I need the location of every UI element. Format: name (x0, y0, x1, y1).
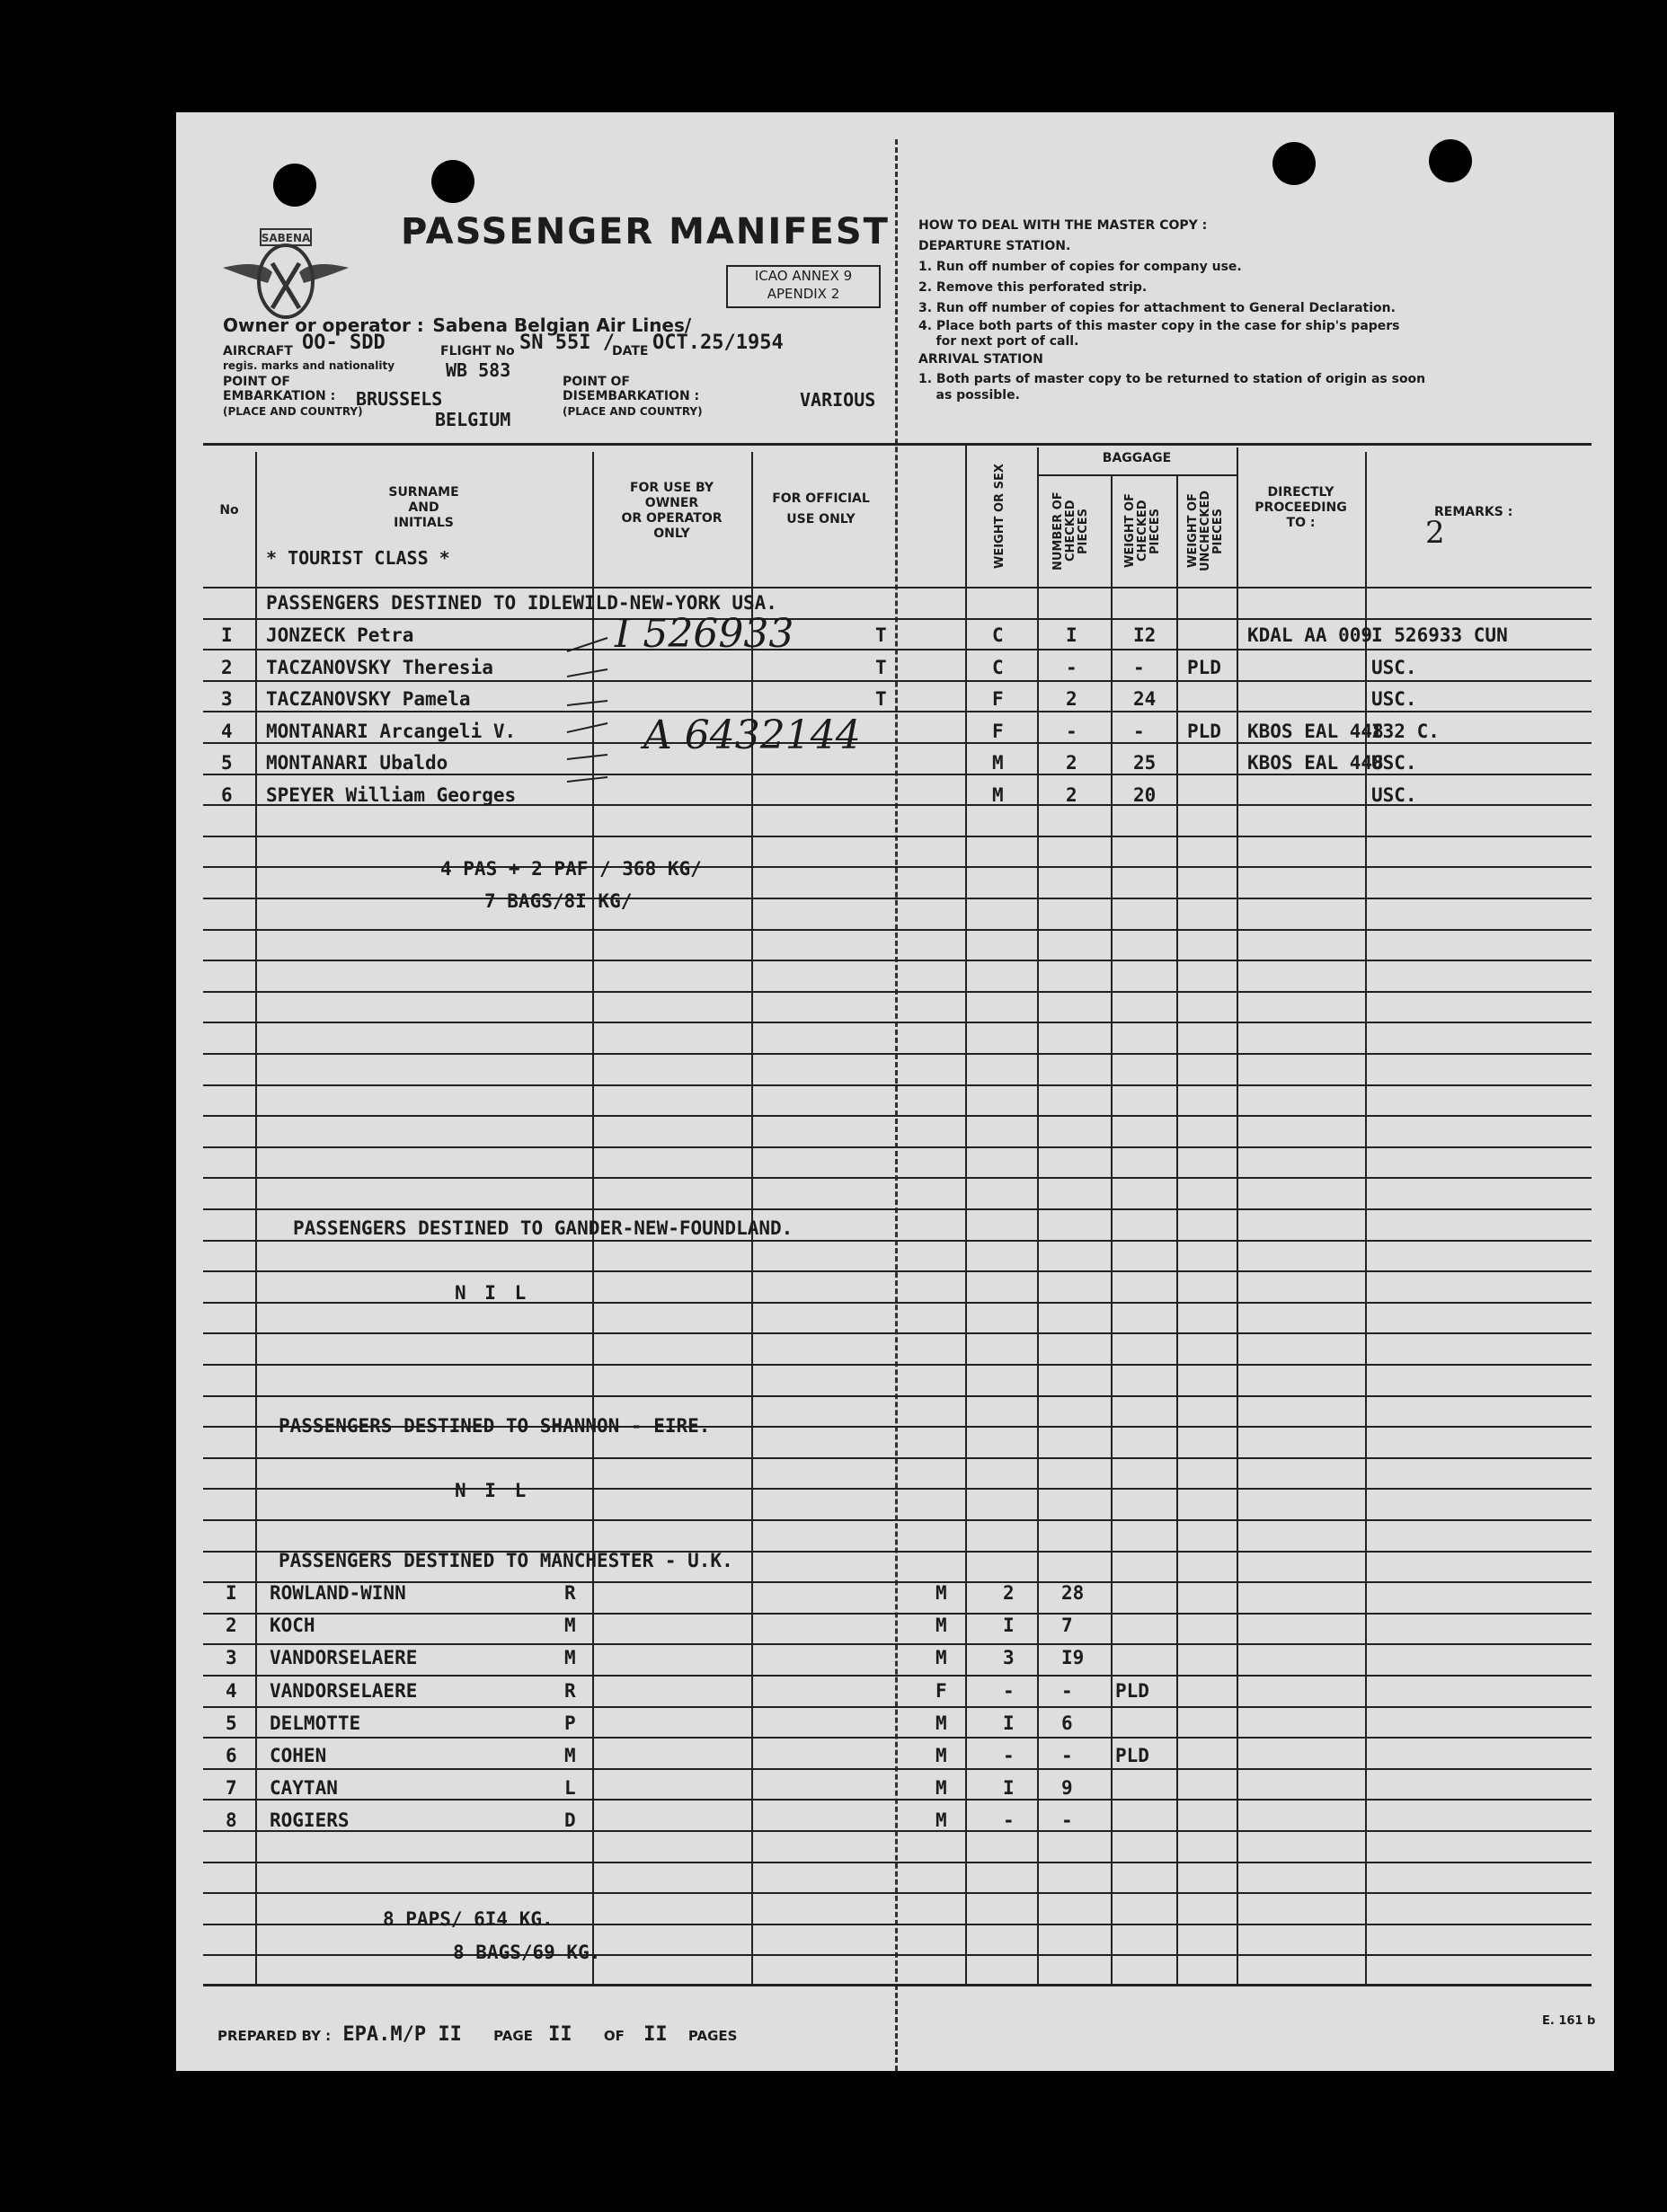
punch-hole (273, 164, 316, 207)
instruction-line: DEPARTURE STATION. (918, 239, 1071, 253)
pages-label: PAGES (687, 2028, 738, 2044)
checked-pieces: 2 (1066, 783, 1077, 806)
passenger-name: MONTANARI Ubaldo (266, 752, 448, 774)
row-rule (203, 1799, 1592, 1801)
flight-value-alt: WB 583 (446, 359, 511, 381)
checked-weight: - (1061, 1745, 1073, 1766)
row-number: 2 (221, 656, 233, 678)
nil-label: N I L (455, 1282, 530, 1304)
embarkation-sublabel: (PLACE AND COUNTRY) (223, 405, 363, 418)
unchecked-weight: PLD (1115, 1745, 1149, 1766)
instruction-line: HOW TO DEAL WITH THE MASTER COPY : (918, 218, 1208, 233)
checked-pieces: - (1003, 1745, 1015, 1766)
disembarkation-value: VARIOUS (800, 389, 876, 411)
unchecked-weight: PLD (1187, 720, 1221, 742)
checked-weight: 9 (1061, 1777, 1073, 1800)
row-rule (203, 1208, 1592, 1210)
instruction-line: as possible. (918, 388, 1020, 403)
weight-or-sex: M (935, 1582, 947, 1604)
row-rule (203, 1706, 1592, 1708)
checked-weight: 7 (1061, 1615, 1073, 1637)
checked-pieces: - (1003, 1679, 1015, 1702)
row-rule (203, 1395, 1592, 1397)
row-rule (203, 866, 1592, 868)
master-copy-instructions (918, 216, 1547, 403)
row-number: 6 (221, 783, 233, 806)
svg-text:SABENA: SABENA (261, 232, 311, 244)
of-label: OF (603, 2028, 625, 2044)
row-rule (203, 1954, 1592, 1956)
checked-weight: 25 (1133, 752, 1157, 774)
official-header-line: USE ONLY (786, 512, 856, 526)
checked-weight: - (1061, 1809, 1073, 1832)
weight-or-sex: F (935, 1679, 947, 1702)
date-value: OCT.25/1954 (652, 332, 784, 354)
instruction-line: 4. Place both parts of this master copy in the case for ship's papers (918, 319, 1400, 333)
weight-or-sex: M (935, 1745, 947, 1766)
checked-pieces: - (1003, 1809, 1015, 1832)
proceeding-to: KBOS EAL 448 (1247, 720, 1384, 742)
class-mark: T (875, 656, 887, 678)
aircraft-sublabel: regis. marks and nationality (223, 359, 395, 372)
baggage-divider (1037, 474, 1237, 476)
nil-label: N I L (455, 1480, 530, 1501)
row-rule (203, 1519, 1592, 1521)
table-bottom-border (203, 1984, 1592, 1986)
weight-or-sex: M (935, 1777, 947, 1800)
row-rule (203, 618, 1592, 620)
passenger-initial: R (564, 1679, 576, 1702)
date-label: DATE (612, 344, 649, 358)
handwritten-passport-number: I 526933 (615, 611, 794, 657)
row-rule (203, 1613, 1592, 1615)
handwritten-ditto-marks (563, 633, 616, 786)
remarks: USC. (1371, 752, 1417, 774)
col-header-official (751, 491, 891, 527)
checked-weight: - (1133, 656, 1145, 678)
aircraft-value: OO- SDD (302, 332, 386, 354)
row-rule (203, 1240, 1592, 1242)
weight-or-sex: M (935, 1615, 947, 1637)
idlewild-totals-bags: 7 BAGS/8I KG/ (484, 890, 633, 912)
flight-value: SN 55I / (519, 332, 615, 354)
checked-weight: I2 (1133, 624, 1157, 646)
row-rule (203, 1022, 1592, 1023)
punch-hole (1272, 142, 1316, 185)
col-divider (1037, 447, 1039, 1984)
section-heading-idlewild: PASSENGERS DESTINED TO IDLEWILD-NEW-YORK USA. (266, 592, 777, 614)
row-number: 8 (226, 1809, 237, 1832)
row-rule (203, 1146, 1592, 1148)
passenger-name: DELMOTTE (270, 1712, 361, 1734)
passenger-name: MONTANARI Arcangeli V. (266, 720, 517, 742)
row-rule (203, 1332, 1592, 1334)
owner-use-header-line: OR OPERATOR (621, 511, 723, 526)
row-rule (203, 680, 1592, 682)
unchecked-weight: PLD (1115, 1679, 1149, 1702)
passenger-initial: D (564, 1809, 576, 1832)
official-header-line: FOR OFFICIAL (772, 491, 870, 506)
checked-weight: I9 (1061, 1647, 1085, 1669)
passenger-name: TACZANOVSKY Theresia (266, 656, 493, 678)
col-divider (965, 443, 967, 1984)
weight-or-sex: M (935, 1647, 947, 1669)
weight-or-sex: F (992, 720, 1004, 742)
owner-use-header-line: OWNER (644, 496, 699, 510)
row-number: 3 (226, 1647, 237, 1669)
row-rule (203, 1053, 1592, 1055)
idlewild-totals-passengers: 4 PAS + 2 PAF / 368 KG/ (440, 858, 702, 880)
unchecked-weight: PLD (1187, 656, 1221, 678)
instruction-line: 1. Both parts of master copy to be returned to station of origin as soon (918, 372, 1426, 386)
of-value: II (643, 2023, 668, 2046)
weight-or-sex: M (935, 1809, 947, 1832)
flight-label: FLIGHT No (440, 344, 515, 358)
page-value: II (548, 2023, 572, 2046)
row-number: I (221, 624, 233, 646)
weight-or-sex: M (992, 752, 1004, 774)
passenger-initial: M (564, 1745, 576, 1766)
prepared-by-value: EPA.M/P II (342, 2023, 462, 2046)
checked-pieces: 2 (1066, 752, 1077, 774)
col-header-checked-weight: WEIGHT OF CHECKED PIECES (1123, 493, 1162, 569)
passenger-initial: P (564, 1712, 576, 1734)
col-header-remarks: REMARKS : (1434, 505, 1513, 519)
owner-row (223, 314, 691, 336)
instruction-line: for next port of call. (918, 334, 1079, 349)
col-divider (1365, 452, 1367, 1984)
row-number: I (226, 1582, 237, 1604)
row-rule (203, 929, 1592, 931)
surname-header-line: AND (408, 500, 439, 515)
row-rule (203, 1457, 1592, 1459)
proceeding-header-line: DIRECTLY (1267, 485, 1334, 500)
embarkation-country: BELGIUM (435, 409, 511, 430)
remarks-number: 2 (1425, 515, 1445, 551)
remarks: USC. (1371, 656, 1417, 678)
checked-weight: 24 (1133, 688, 1157, 710)
punch-hole (431, 160, 474, 203)
col-divider (255, 452, 257, 1984)
row-rule (203, 711, 1592, 712)
row-rule (203, 1488, 1592, 1490)
row-rule (203, 742, 1592, 744)
weight-or-sex: C (992, 656, 1004, 678)
embarkation-label: POINT OF EMBARKATION : (223, 375, 336, 403)
disembarkation-sublabel: (PLACE AND COUNTRY) (563, 405, 703, 418)
icao-box (726, 265, 881, 308)
section-heading-shannon: PASSENGERS DESTINED TO SHANNON - EIRE. (279, 1415, 711, 1437)
checked-pieces: 2 (1003, 1582, 1015, 1604)
passenger-name: KOCH (270, 1615, 315, 1637)
col-header-surname (255, 485, 592, 531)
checked-pieces: 3 (1003, 1647, 1015, 1669)
checked-weight: 28 (1061, 1582, 1085, 1604)
row-number: 5 (221, 752, 233, 774)
row-rule (203, 649, 1592, 650)
proceeding-to: KBOS EAL 448 (1247, 752, 1384, 774)
row-rule (203, 1830, 1592, 1832)
checked-weight: - (1061, 1679, 1073, 1702)
manifest-sheet (176, 112, 1614, 2071)
tourist-class-label: * TOURIST CLASS * (266, 547, 450, 569)
passenger-name: TACZANOVSKY Pamela (266, 688, 471, 710)
page-title: PASSENGER MANIFEST (401, 211, 890, 252)
checked-pieces: I (1003, 1712, 1015, 1734)
row-number: 2 (226, 1615, 237, 1637)
col-divider (1176, 476, 1178, 1984)
form-code: E. 161 b (1542, 2014, 1596, 2028)
row-number: 6 (226, 1745, 237, 1766)
passenger-initial: L (564, 1777, 576, 1800)
passenger-name: COHEN (270, 1745, 327, 1766)
section-heading-manchester: PASSENGERS DESTINED TO MANCHESTER - U.K. (279, 1550, 733, 1571)
surname-header-line: SURNAME (388, 485, 459, 500)
row-rule (203, 1581, 1592, 1583)
proceeding-to: KDAL AA 009 (1247, 624, 1373, 646)
row-rule (203, 1768, 1592, 1770)
weight-or-sex: M (992, 783, 1004, 806)
passenger-name: VANDORSELAERE (270, 1647, 418, 1669)
page-label: PAGE (493, 2028, 533, 2044)
sabena-logo (223, 227, 349, 326)
instruction-line: 3. Run off number of copies for attachment to General Declaration. (918, 301, 1396, 315)
checked-pieces: 2 (1066, 688, 1077, 710)
owner-use-header-line: ONLY (653, 526, 690, 541)
row-rule (203, 960, 1592, 961)
class-mark: T (875, 688, 887, 710)
passenger-initial: M (564, 1647, 576, 1669)
passenger-initial: M (564, 1615, 576, 1637)
checked-pieces: I (1003, 1615, 1015, 1637)
col-header-no: No (219, 503, 239, 518)
col-header-checked-pieces: NUMBER OF CHECKED PIECES (1051, 491, 1090, 571)
instruction-line: 1. Run off number of copies for company use. (918, 260, 1242, 274)
icao-appendix: APENDIX 2 (767, 286, 840, 302)
owner-value: Sabena Belgian Air Lines/ (432, 314, 692, 336)
class-mark: T (875, 624, 887, 646)
col-header-proceeding (1237, 485, 1365, 531)
instruction-line: ARRIVAL STATION (918, 352, 1043, 367)
row-rule (203, 1643, 1592, 1645)
col-header-unchecked-weight: WEIGHT OF UNCHECKED PIECES (1186, 490, 1225, 572)
owner-label: Owner or operator : (223, 314, 424, 336)
remarks: I32 C. (1371, 720, 1440, 742)
embarkation-value: BRUSSELS (356, 388, 443, 410)
handwritten-passport-number: A 6432144 (643, 712, 861, 758)
passenger-name: CAYTAN (270, 1777, 338, 1800)
icao-annex: ICAO ANNEX 9 (754, 268, 853, 284)
passenger-name: VANDORSELAERE (270, 1679, 418, 1702)
row-number: 4 (226, 1679, 237, 1702)
prepared-by-label: PREPARED BY : (217, 2028, 332, 2044)
passenger-name: ROWLAND-WINN (270, 1582, 406, 1604)
row-number: 7 (226, 1777, 237, 1800)
row-rule (203, 898, 1592, 899)
section-heading-gander: PASSENGERS DESTINED TO GANDER-NEW-FOUNDLAND. (293, 1217, 794, 1239)
remarks: USC. (1371, 688, 1417, 710)
row-number: 4 (221, 720, 233, 742)
weight-or-sex: F (992, 688, 1004, 710)
col-divider (1111, 476, 1113, 1984)
row-rule (203, 1737, 1592, 1739)
surname-header-line: INITIALS (394, 516, 454, 530)
checked-pieces: - (1066, 720, 1077, 742)
perforated-strip (895, 139, 898, 2071)
checked-pieces: I (1003, 1777, 1015, 1800)
row-rule (203, 1892, 1592, 1894)
row-rule (203, 1675, 1592, 1677)
passenger-initial: R (564, 1582, 576, 1604)
header-bottom-border (203, 587, 1592, 588)
checked-weight: 6 (1061, 1712, 1073, 1734)
row-rule (203, 1862, 1592, 1863)
row-rule (203, 1270, 1592, 1272)
row-rule (203, 1302, 1592, 1304)
checked-weight: - (1133, 720, 1145, 742)
owner-use-header-line: FOR USE BY (629, 481, 714, 495)
proceeding-header-line: PROCEEDING (1255, 500, 1347, 515)
row-rule (203, 1364, 1592, 1366)
passenger-name: ROGIERS (270, 1809, 350, 1832)
row-rule (203, 991, 1592, 993)
footer-prepared (217, 2023, 737, 2046)
row-rule (203, 1084, 1592, 1086)
disembarkation-label: POINT OF DISEMBARKATION : (563, 375, 700, 403)
checked-pieces: - (1066, 656, 1077, 678)
col-header-owner-use (592, 481, 751, 542)
row-rule (203, 1115, 1592, 1117)
instruction-line: 2. Remove this perforated strip. (918, 280, 1148, 295)
punch-hole (1429, 139, 1472, 182)
checked-pieces: I (1066, 624, 1077, 646)
col-header-weight-sex: WEIGHT OR SEX (993, 464, 1006, 570)
proceeding-header-line: TO : (1286, 516, 1316, 530)
remarks: I 526933 CUN (1371, 624, 1508, 646)
aircraft-label: AIRCRAFT (223, 344, 293, 358)
table-top-border (203, 443, 1592, 446)
remarks: USC. (1371, 783, 1417, 806)
row-rule (203, 836, 1592, 837)
manchester-totals-passengers: 8 PAPS/ 6I4 KG. (383, 1908, 554, 1930)
row-rule (203, 774, 1592, 775)
checked-weight: 20 (1133, 783, 1157, 806)
weight-or-sex: C (992, 624, 1004, 646)
row-number: 5 (226, 1712, 237, 1734)
col-header-baggage: BAGGAGE (1102, 451, 1172, 465)
col-divider (1237, 447, 1238, 1984)
manchester-totals-bags: 8 BAGS/69 KG. (453, 1942, 601, 1963)
row-rule (203, 1177, 1592, 1179)
row-number: 3 (221, 688, 233, 710)
passenger-name: SPEYER William Georges (266, 783, 517, 806)
weight-or-sex: M (935, 1712, 947, 1734)
passenger-name: JONZECK Petra (266, 624, 414, 646)
